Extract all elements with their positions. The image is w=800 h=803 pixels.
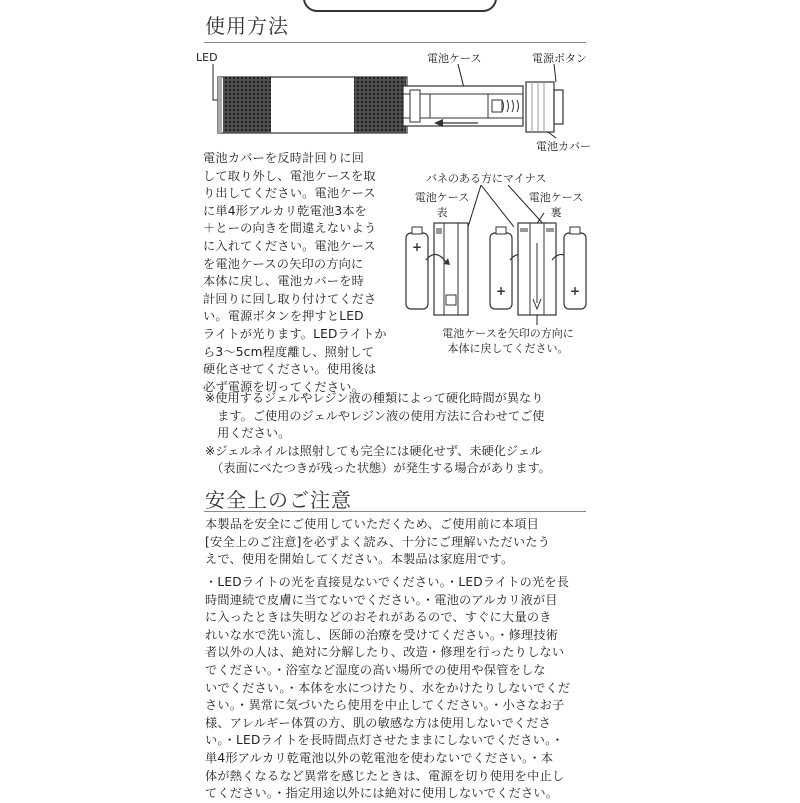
instruction-line: 電池カバーを反時計回りに回 [203,151,365,165]
note-line: ※ジェルネイルは照射しても完全には硬化せず、未硬化ジェル [205,443,543,458]
note-line: （表面にべたつきが残った状態）が発生する場合があります。 [205,461,551,476]
battery-diagram [396,185,596,325]
case-front-icon [434,223,468,315]
usage-title-rule [204,42,586,43]
led-mesh-left [223,77,271,133]
usage-note [205,390,595,443]
svg-text:+: + [495,284,507,298]
intro-line: 本製品を安全にご使用していただくため、ご使用前に本項目 [205,517,539,531]
warning-line: れいな水で洗い流し、医師の治療を受けてください。・修理技術 [205,627,559,642]
instruction-line: ＋とーの向きを間違えないよう [203,221,377,236]
warning-line: い。・LEDライトを長時間点灯させたままにしないでください。・ [205,733,564,748]
spring-note: バネのある方にマイナス [426,172,547,185]
instruction-line: ライトが光ります。LEDライトか [203,326,387,341]
battery-icon [490,227,512,309]
battery-icon [406,227,428,309]
instruction-line: に入れてください。電池ケース [203,238,376,253]
instruction-line: を電池ケースの矢印の方向に [203,256,364,271]
warning-line: ・LEDライトの光を直接見ないでください。・LEDライトの光を長 [205,575,570,589]
usage-note [205,443,595,478]
led-label: LED [196,51,218,64]
case-front-title: 電池ケース [414,191,470,204]
case-back-side: 裏 [550,206,562,219]
instruction-line: い。電源ボタンを押すとLED [203,309,364,324]
warning-line: 単4形アルカリ乾電池以外の乾電池を使わないでください。・本 [205,750,554,765]
warning-line: いでください。・本体を水につけたり、水をかけたりしないでくだ [205,680,571,695]
warning-line: 体が熱くなるなど異常を感じたときは、電源を切り使用を中止し [205,768,565,783]
caption-line: 電池ケースを矢印の方向に [442,327,574,340]
instruction-line: 本体に戻し、電池カバーを時 [203,274,365,289]
warning-line: てください。・指定用途以外には絶対に使用しないでください。 [205,786,559,801]
usage-instructions [203,150,403,396]
power-button-label: 電源ボタン [532,52,587,65]
warning-line: 者以外の人は、絶対に分解したり、改造・修理を行ったりしない [205,645,565,660]
instruction-line: ら3〜5cm程度離し、照射して [203,344,375,359]
case-back-title: 電池ケース [528,191,584,204]
instruction-line: 硬化させてください。使用後は [203,362,377,377]
warning-line: 時間連続で皮膚に当てないでください。・電池のアルカリ液が目 [205,592,558,607]
safety-warnings [205,574,595,803]
safety-section-title: 安全上のご注意 [205,488,352,512]
svg-text:+: + [569,284,581,298]
intro-line: [安全上のご注意]を必ずよく読み、十分にご理解いただいたう [205,534,551,549]
battery-case-label: 電池ケース [427,52,482,65]
intro-line: えで、使用を開始してください。本製品は家庭用です。 [205,552,514,567]
note-line: ます。ご使用のジェルやレジン液の使用方法に合わせてご使 [205,408,545,423]
instruction-line: り出してください。電池ケース [203,186,376,201]
safety-title-rule [204,511,586,512]
warning-line: でください。・浴室など湿度の高い場所での使用や保管をしな [205,662,546,677]
top-tab-frame [303,0,497,12]
warning-line: さい。・異常に気づいたら使用を中止してください。・小さなお子 [205,698,565,713]
instruction-line: して取り外し、電池ケースを取 [203,168,376,183]
warning-line: に入ったときは失明などのおそれがあるので、すぐに大量のき [205,610,552,625]
case-front-side: 表 [436,206,448,219]
usage-notes [205,390,595,478]
warning-line: 様、アレルギー体質の方、肌の敏感な方は使用しないでくださ [205,715,552,730]
safety-intro [205,516,595,569]
svg-text:+: + [411,240,423,254]
note-line: 用ください。 [205,426,291,441]
usage-section-title: 使用方法 [205,14,289,38]
battery-icon [564,227,586,309]
case-back-icon [518,223,556,315]
instruction-line: 計回りに回し取り付けてくださ [203,291,377,306]
note-line: ※使用するジェルやレジン液の種類によって硬化時間が異なり [205,391,544,405]
led-mesh-right [354,77,406,133]
instruction-line: に単4形アルカリ乾電池3本を [203,203,368,218]
battery-cover-label: 電池カバー [536,140,591,153]
battery-diagram-caption [418,326,598,356]
device-illustration [196,60,586,150]
instruction-line: 必ず電源を切ってください。 [203,379,365,394]
caption-line: 本体に戻してください。 [447,342,569,355]
